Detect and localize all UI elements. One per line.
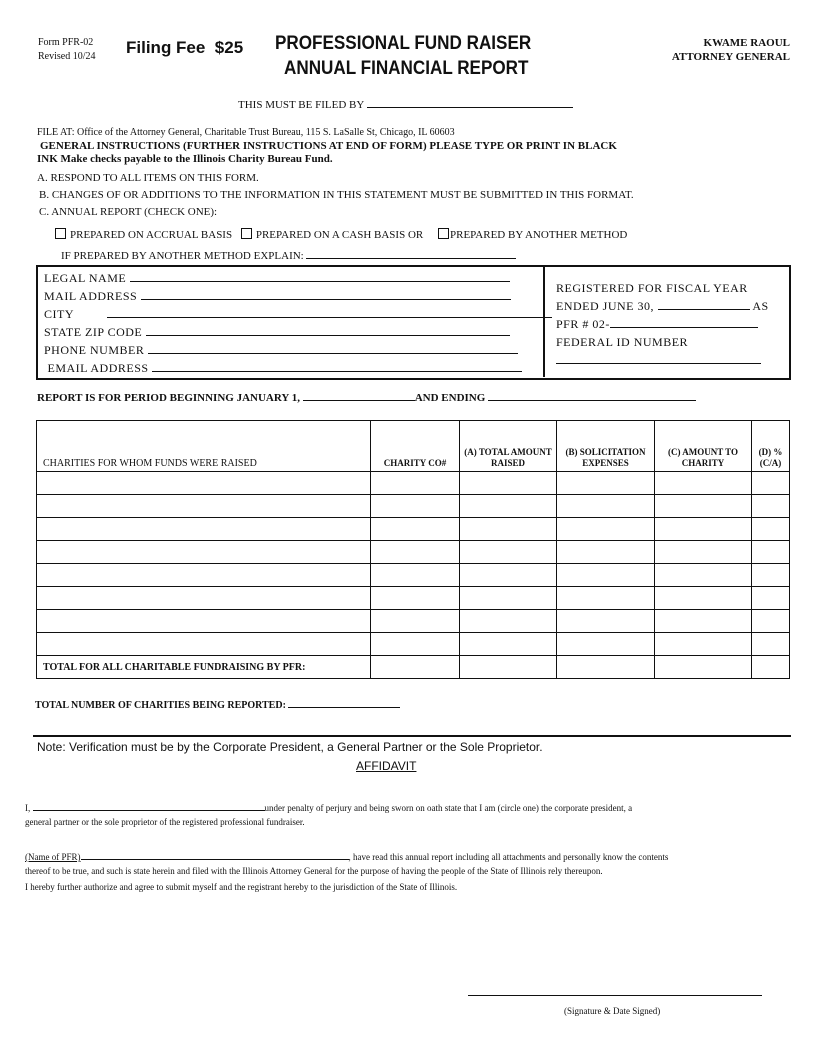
col-solicitation-expenses: (B) SOLICITATION EXPENSES bbox=[557, 421, 655, 472]
general-instructions-2: INK Make checks payable to the Illinois Charity Bureau Fund. bbox=[37, 153, 333, 165]
period-begin-label: REPORT IS FOR PERIOD BEGINNING JANUARY 1, bbox=[37, 392, 300, 404]
table-cell[interactable] bbox=[752, 610, 790, 633]
other-method-checkbox[interactable] bbox=[438, 228, 449, 239]
period-begin-field[interactable] bbox=[303, 389, 415, 401]
table-cell[interactable] bbox=[371, 495, 460, 518]
phone-label: PHONE NUMBER bbox=[44, 343, 145, 357]
total-to-charity-cell[interactable] bbox=[655, 656, 752, 679]
table-header-row bbox=[37, 421, 790, 472]
city-label: CITY bbox=[44, 307, 74, 321]
signature-label: (Signature & Date Signed) bbox=[564, 1006, 661, 1016]
table-cell[interactable] bbox=[655, 541, 752, 564]
table-cell[interactable] bbox=[37, 564, 371, 587]
table-cell[interactable] bbox=[655, 564, 752, 587]
legal-name-field[interactable] bbox=[130, 270, 510, 282]
table-cell[interactable] bbox=[557, 564, 655, 587]
divider bbox=[33, 735, 791, 737]
table-cell[interactable] bbox=[371, 541, 460, 564]
total-charities-field[interactable] bbox=[288, 696, 400, 708]
explain-field[interactable] bbox=[306, 247, 516, 259]
table-cell[interactable] bbox=[655, 495, 752, 518]
total-label: TOTAL FOR ALL CHARITABLE FUNDRAISING BY PFR: bbox=[37, 656, 371, 679]
official-title: ATTORNEY GENERAL bbox=[671, 51, 790, 63]
fiscal-year-field[interactable] bbox=[658, 298, 750, 310]
table-cell[interactable] bbox=[557, 541, 655, 564]
form-id: Form PFR-02 bbox=[38, 37, 94, 48]
table-cell[interactable] bbox=[557, 610, 655, 633]
table-cell[interactable] bbox=[460, 587, 557, 610]
table-cell[interactable] bbox=[557, 518, 655, 541]
table-cell[interactable] bbox=[752, 564, 790, 587]
table-cell[interactable] bbox=[460, 610, 557, 633]
table-cell[interactable] bbox=[655, 518, 752, 541]
table-cell[interactable] bbox=[371, 587, 460, 610]
affidavit-i: I, bbox=[25, 803, 31, 813]
table-row bbox=[37, 610, 790, 633]
table-cell[interactable] bbox=[371, 472, 460, 495]
affidavit-p1a: under penalty of perjury and being sworn on oath state that I am (circle one) the corporate president, a bbox=[264, 803, 633, 813]
file-at: FILE AT: Office of the Attorney General, Charitable Trust Bureau, 115 S. LaSalle St, Chicago, IL 60603 bbox=[37, 127, 455, 138]
col-amount-to-charity: (C) AMOUNT TO CHARITY bbox=[655, 421, 752, 472]
table-cell[interactable] bbox=[37, 495, 371, 518]
table-row bbox=[37, 564, 790, 587]
total-row bbox=[37, 656, 790, 679]
col-charities: CHARITIES FOR WHOM FUNDS WERE RAISED bbox=[37, 421, 371, 472]
explain-label: IF PREPARED BY ANOTHER METHOD EXPLAIN: bbox=[61, 250, 304, 262]
table-row bbox=[37, 541, 790, 564]
fiscal-year-label: REGISTERED FOR FISCAL YEAR bbox=[556, 281, 748, 295]
total-expenses-cell[interactable] bbox=[557, 656, 655, 679]
total-charities-label: TOTAL NUMBER OF CHARITIES BEING REPORTED: bbox=[35, 700, 286, 711]
table-cell[interactable] bbox=[371, 610, 460, 633]
table-cell[interactable] bbox=[460, 564, 557, 587]
table-cell[interactable] bbox=[752, 633, 790, 656]
table-cell[interactable] bbox=[655, 610, 752, 633]
name-pfr-field[interactable] bbox=[81, 850, 349, 860]
col-percent: (D) % (C/A) bbox=[752, 421, 790, 472]
as-label: AS bbox=[752, 299, 769, 313]
city-field[interactable] bbox=[107, 306, 552, 318]
table-cell[interactable] bbox=[37, 610, 371, 633]
mail-address-label: MAIL ADDRESS bbox=[44, 289, 138, 303]
table-cell[interactable] bbox=[557, 633, 655, 656]
table-cell[interactable] bbox=[371, 518, 460, 541]
other-method-label: PREPARED BY ANOTHER METHOD bbox=[450, 229, 628, 241]
verification-note: Note: Verification must be by the Corporate President, a General Partner or the Sole Proprietor. bbox=[37, 740, 543, 754]
table-row bbox=[37, 495, 790, 518]
table-cell[interactable] bbox=[460, 541, 557, 564]
table-cell[interactable] bbox=[37, 518, 371, 541]
table-cell[interactable] bbox=[752, 518, 790, 541]
table-cell[interactable] bbox=[460, 472, 557, 495]
title-line1: PROFESSIONAL FUND RAISER bbox=[275, 33, 532, 54]
table-row bbox=[37, 472, 790, 495]
state-zip-label: STATE ZIP CODE bbox=[44, 325, 143, 339]
table-cell[interactable] bbox=[557, 472, 655, 495]
legal-name-label: LEGAL NAME bbox=[44, 271, 127, 285]
official-name: KWAME RAOUL bbox=[703, 37, 790, 49]
table-cell[interactable] bbox=[37, 472, 371, 495]
filed-by-label: THIS MUST BE FILED BY bbox=[238, 99, 364, 111]
affidavit-p2b: thereof to be true, and such is state herein and filed with the Illinois Attorney General for the purpose of having the people of the State of Illinois rely thereupon. bbox=[25, 866, 603, 876]
col-charity-co: CHARITY CO# bbox=[371, 421, 460, 472]
table-cell[interactable] bbox=[752, 472, 790, 495]
table-row bbox=[37, 587, 790, 610]
email-field[interactable] bbox=[152, 360, 522, 372]
table-cell[interactable] bbox=[37, 633, 371, 656]
instruction-a: A. RESPOND TO ALL ITEMS ON THIS FORM. bbox=[37, 172, 259, 184]
mail-address-field[interactable] bbox=[141, 288, 511, 300]
affidavit-p2c: I hereby further authorize and agree to submit myself and the registrant hereby to the jurisdiction of the State of Illinois. bbox=[25, 882, 458, 892]
table-cell[interactable] bbox=[655, 472, 752, 495]
total-percent-cell[interactable] bbox=[752, 656, 790, 679]
pfr-field[interactable] bbox=[610, 316, 758, 328]
state-zip-field[interactable] bbox=[146, 324, 510, 336]
fein-field[interactable] bbox=[556, 352, 761, 364]
instruction-b: B. CHANGES OF OR ADDITIONS TO THE INFORMATION IN THIS STATEMENT MUST BE SUBMITTED IN THIS FORMAT. bbox=[39, 189, 634, 201]
fein-label: FEDERAL ID NUMBER bbox=[556, 335, 689, 349]
table-cell[interactable] bbox=[557, 587, 655, 610]
col-total-raised: (A) TOTAL AMOUNT RAISED bbox=[460, 421, 557, 472]
cash-label: PREPARED ON A CASH BASIS OR bbox=[255, 229, 424, 241]
table-cell[interactable] bbox=[655, 587, 752, 610]
table-cell[interactable] bbox=[557, 495, 655, 518]
accrual-checkbox[interactable] bbox=[55, 228, 66, 239]
instruction-c: C. ANNUAL REPORT (CHECK ONE): bbox=[39, 206, 218, 218]
affidavit-p1b: general partner or the sole proprietor of the registered professional fundraiser. bbox=[25, 817, 305, 827]
signature-line[interactable] bbox=[468, 995, 762, 996]
charities-table bbox=[36, 420, 790, 679]
revised-date: Revised 10/24 bbox=[38, 51, 96, 62]
table-cell[interactable] bbox=[655, 633, 752, 656]
table-cell[interactable] bbox=[37, 587, 371, 610]
affidavit-title: AFFIDAVIT bbox=[356, 759, 417, 773]
table-cell[interactable] bbox=[460, 518, 557, 541]
table-cell[interactable] bbox=[752, 541, 790, 564]
table-cell[interactable] bbox=[752, 495, 790, 518]
filed-by-field[interactable] bbox=[367, 96, 573, 108]
fiscal-year-ended: ENDED JUNE 30, bbox=[556, 299, 654, 313]
table-cell[interactable] bbox=[460, 495, 557, 518]
filing-fee: Filing Fee $25 bbox=[126, 38, 244, 57]
cash-checkbox[interactable] bbox=[241, 228, 252, 239]
table-row bbox=[37, 518, 790, 541]
general-instructions: GENERAL INSTRUCTIONS (FURTHER INSTRUCTIONS AT END OF FORM) PLEASE TYPE OR PRINT IN BLACK bbox=[40, 140, 617, 152]
period-end-field[interactable] bbox=[488, 389, 696, 401]
pfr-label: PFR # 02- bbox=[556, 317, 610, 331]
table-row bbox=[37, 633, 790, 656]
title-line2: ANNUAL FINANCIAL REPORT bbox=[284, 58, 529, 79]
email-label: EMAIL ADDRESS bbox=[47, 361, 149, 375]
total-raised-cell[interactable] bbox=[460, 656, 557, 679]
accrual-label: PREPARED ON ACCRUAL BASIS bbox=[70, 229, 233, 241]
table-cell[interactable] bbox=[37, 541, 371, 564]
affiant-name-field[interactable] bbox=[33, 801, 265, 811]
table-cell[interactable] bbox=[460, 633, 557, 656]
period-end-label: AND ENDING bbox=[414, 392, 486, 404]
name-pfr-label: (Name of PFR) bbox=[25, 852, 81, 862]
table-cell[interactable] bbox=[371, 564, 460, 587]
affidavit-p2a: , have read this annual report including all attachments and personally know the contents bbox=[348, 852, 669, 862]
phone-field[interactable] bbox=[148, 342, 518, 354]
table-cell[interactable] bbox=[752, 587, 790, 610]
table-cell[interactable] bbox=[371, 633, 460, 656]
